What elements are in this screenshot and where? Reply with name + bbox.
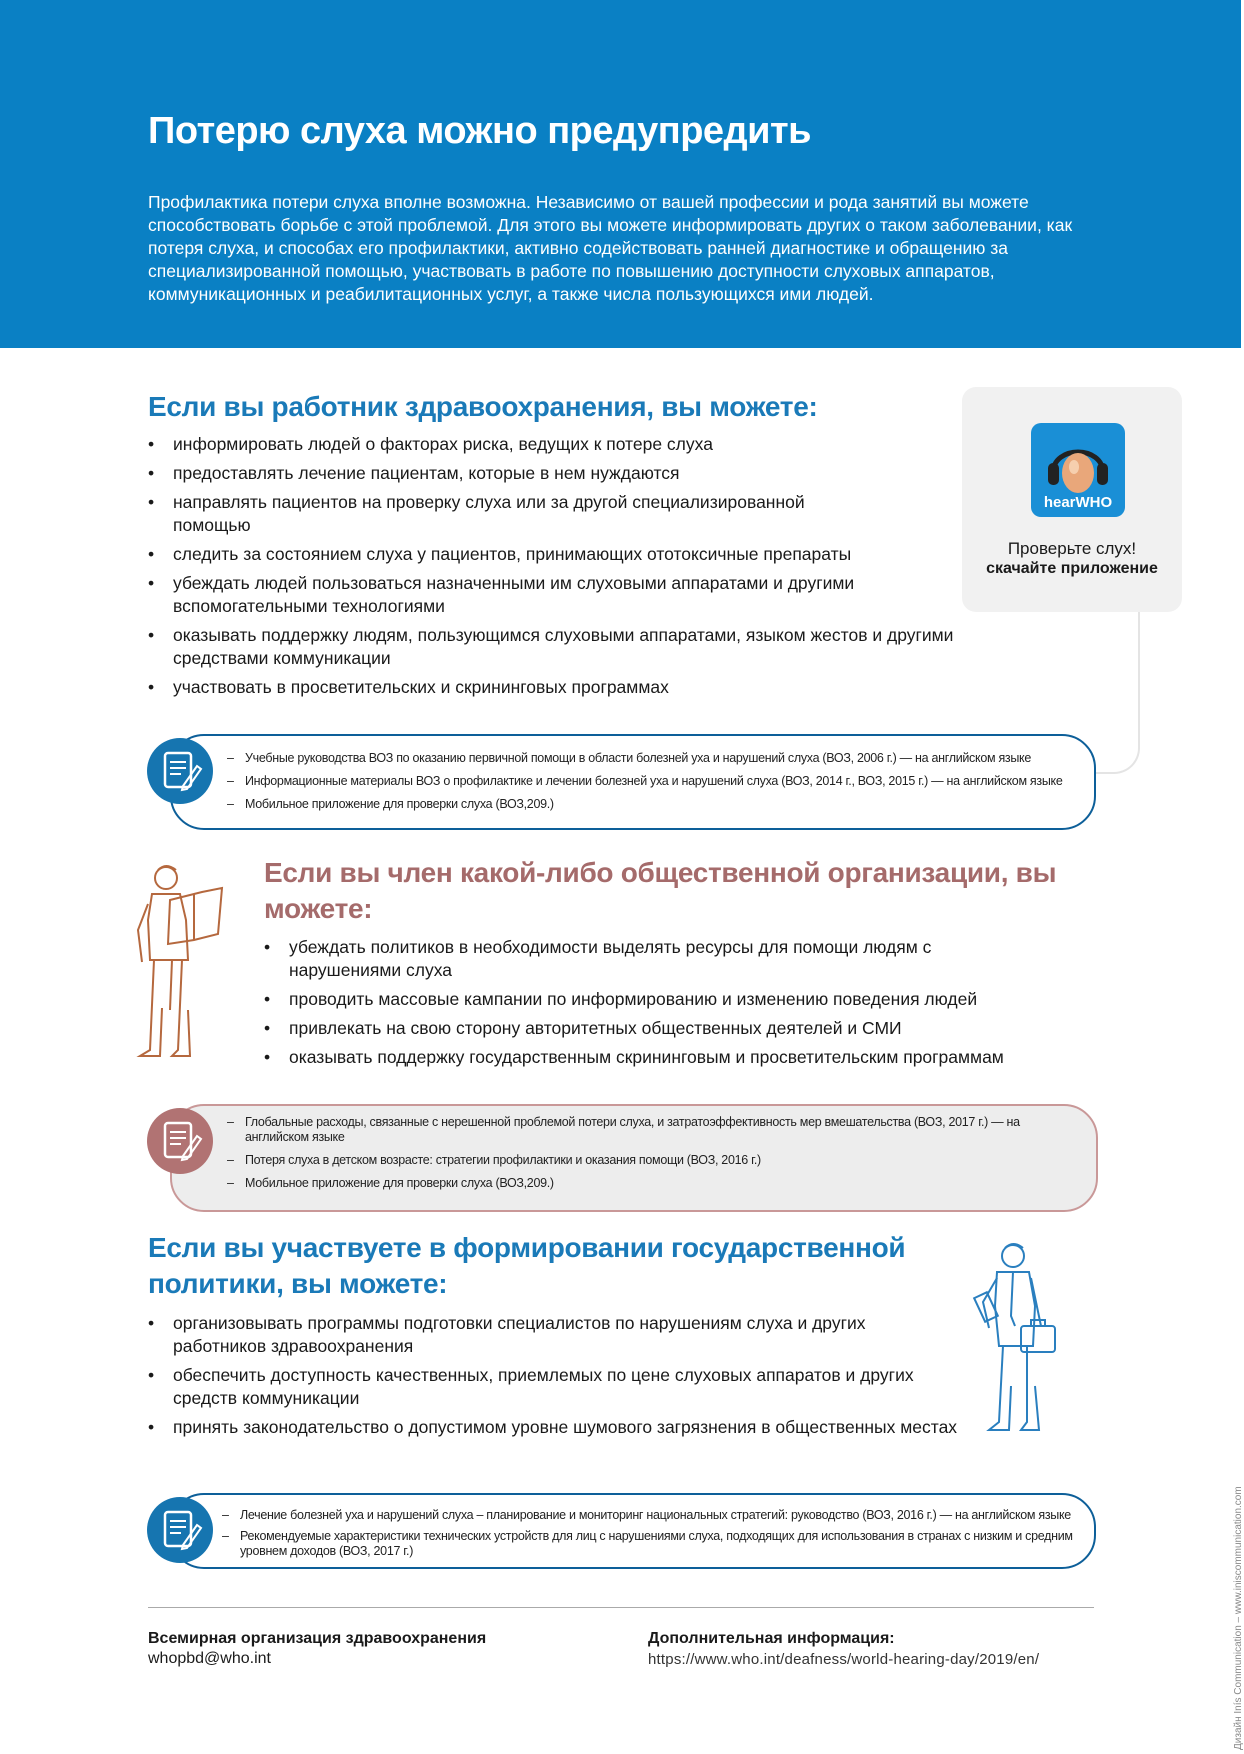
resource-link[interactable]: – Учебные руководства ВОЗ по оказанию первичной помощи в области болезней уха и нарушений слуха (ВОЗ, 2006 г.) — на английском языке: [227, 751, 1087, 766]
resources-box: [170, 734, 1096, 830]
resource-link[interactable]: – Потеря слуха в детском возрасте: стратегии профилактики и оказания помощи (ВОЗ, 2016 г.): [227, 1153, 1027, 1168]
list-item: • предоставлять лечение пациентам, которые в нем нуждаются: [148, 462, 1018, 485]
document-icon: [147, 1497, 213, 1563]
list-item: • информировать людей о факторах риска, ведущих к потере слуха: [148, 433, 1018, 456]
list-item: • привлекать на свою сторону авторитетных общественных деятелей и СМИ: [264, 1017, 1074, 1040]
list-item: • оказывать поддержку людям, пользующимся слуховыми аппаратами, языком жестов и другими средствами коммуникации: [148, 624, 1043, 670]
resource-link[interactable]: – Информационные материалы ВОЗ о профилактике и лечении болезней уха и нарушений слуха (ВОЗ, 2014 г., ВОЗ, 2015 г.) — на английском языке: [227, 774, 1087, 789]
resource-link[interactable]: – Мобильное приложение для проверки слуха (ВОЗ,209.): [227, 797, 1087, 812]
app-promo-card[interactable]: [962, 387, 1182, 612]
resource-link[interactable]: – Мобильное приложение для проверки слуха (ВОЗ,209.): [227, 1176, 1027, 1191]
policy-makers-list: [148, 1312, 978, 1445]
document-icon: [147, 1108, 213, 1174]
resources-list: [222, 1508, 1082, 1567]
resources-box: [170, 1493, 1096, 1569]
health-workers-list: [148, 433, 1018, 705]
list-item: • участвовать в просветительских и скрининговых программах: [148, 676, 1018, 699]
download-app-link[interactable]: скачайте приложение: [986, 560, 1158, 577]
resource-link[interactable]: – Лечение болезней уха и нарушений слуха – планирование и мониторинг национальных стратегий: руководство (ВОЗ, 2016 г.) — на английском языке: [222, 1508, 1082, 1523]
organization-name: Всемирная организация здравоохранения: [148, 1630, 487, 1647]
list-item: • убеждать людей пользоваться назначенными им слуховыми аппаратами и другими вспомогательными технологиями: [148, 572, 953, 618]
page-title: Потерю слуха можно предупредить: [148, 110, 811, 152]
list-item: • убеждать политиков в необходимости выделять ресурсы для помощи людям с нарушениями слуха: [264, 936, 1019, 982]
design-credit: Дизайн Inís Communication – www.iniscommunication.com: [1233, 1486, 1244, 1750]
more-info-label: Дополнительная информация:: [648, 1630, 895, 1647]
list-item: • следить за состоянием слуха у пациентов, принимающих ототоксичные препараты: [148, 543, 1018, 566]
hearwho-app-icon[interactable]: [1031, 423, 1125, 517]
resource-link[interactable]: – Рекомендуемые характеристики технических устройств для лиц с нарушениями слуха, подходящих для использования в странах с низким и средним уровнем доходов (ВОЗ, 2017 г.): [222, 1529, 1082, 1559]
list-item: • оказывать поддержку государственным скрининговым и просветительским программам: [264, 1046, 1074, 1069]
resource-link[interactable]: – Глобальные расходы, связанные с нерешенной проблемой потери слуха, и затратоэффективность мер вмешательства (ВОЗ, 2017 г.) — на английском языке: [227, 1115, 1027, 1145]
document-icon: [147, 738, 213, 804]
list-item: • принять законодательство о допустимом уровне шумового загрязнения в общественных местах: [148, 1416, 983, 1439]
app-name: hearWHO: [1043, 494, 1113, 511]
list-item: • обеспечить доступность качественных, приемлемых по цене слуховых аппаратов и других средств коммуникации: [148, 1364, 973, 1410]
header-banner: [0, 0, 1241, 348]
contact-email-link[interactable]: whopbd@who.int: [148, 1650, 271, 1667]
businessman-illustration: [975, 1236, 1065, 1436]
app-caption: Проверьте слух!: [1007, 539, 1137, 558]
man-reading-illustration: [132, 860, 228, 1060]
intro-paragraph: Профилактика потери слуха вполне возможна. Независимо от вашей профессии и рода занятий вы можете способствовать борьбе с этой проблемой. Для этого вы можете информировать других о таком заболевании, как потеря слуха, и способах его профилактики, активно содействовать ранней диагностике и обращению за специализированной помощью, участвовать в работе по повышению доступности слуховых аппаратов, коммуникационных и реабилитационных услуг, а также числа пользующихся ими людей.: [148, 192, 1073, 304]
civil-society-title: Если вы член какой-либо общественной организации, вы можете:: [264, 857, 1057, 924]
resources-list: [227, 1115, 1027, 1199]
resources-box: [170, 1104, 1098, 1212]
list-item: • организовывать программы подготовки специалистов по нарушениям слуха и других работников здравоохранения: [148, 1312, 953, 1358]
policy-makers-title: Если вы участвуете в формировании государственной политики, вы можете:: [148, 1232, 906, 1299]
health-workers-title: Если вы работник здравоохранения, вы можете:: [148, 391, 818, 422]
footer-divider: [148, 1607, 1094, 1608]
list-item: • направлять пациентов на проверку слуха или за другой специализированной помощью: [148, 491, 873, 537]
resources-list: [227, 751, 1087, 820]
civil-society-list: [264, 936, 1074, 1075]
list-item: • проводить массовые кампании по информированию и изменению поведения людей: [264, 988, 1074, 1011]
more-info-url-link[interactable]: https://www.who.int/deafness/world-hearing-day/2019/en/: [648, 1651, 1040, 1668]
